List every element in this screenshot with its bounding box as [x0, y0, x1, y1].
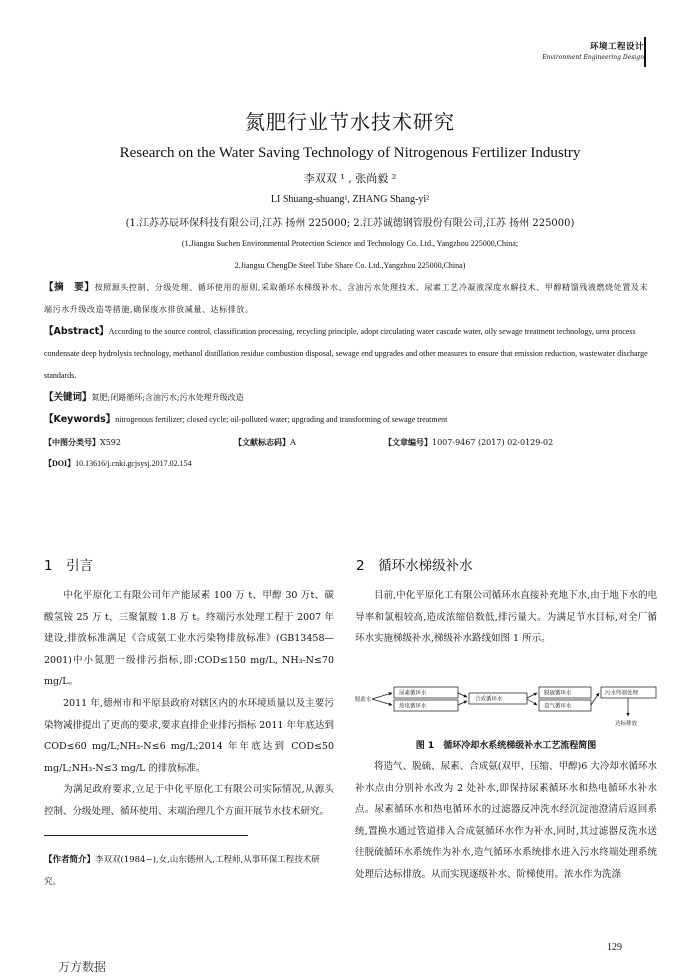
article-number-value: 1007-9467 (2017) 02-0129-02	[432, 438, 554, 447]
section-1-p3-text: 为满足政府要求,立足于中化平原化工有限公司实际情况,从源头控制、分级处理、循环使用、末端治理几个方面开展节水技术研究。	[44, 784, 334, 817]
abstract-cn-label: 【摘 要】	[44, 282, 95, 293]
keywords-cn	[44, 387, 656, 409]
edge-ammonia-desulf	[527, 693, 537, 698]
figure-1-flow-diagram	[355, 683, 657, 733]
clc-value: X592	[100, 438, 121, 447]
article-title-en: Research on the Water Saving Technology of Nitrogenous Fertilizer Industry	[119, 145, 581, 161]
doi	[44, 453, 656, 475]
doc-value: A	[290, 438, 296, 447]
running-header	[542, 40, 644, 61]
section-2-paragraph-1	[355, 585, 657, 650]
abstract-en	[44, 321, 656, 387]
abstract-cn	[44, 277, 656, 321]
keywords-en	[44, 409, 656, 431]
doi-label: 【DOI】	[44, 459, 76, 468]
keywords-en-text: nitrogenous fertilizer; closed cycle; oil-polluted water; upgrading and transforming of sewage treatment	[115, 415, 448, 424]
footnote-rule	[44, 835, 248, 836]
edge-thermal-ammonia	[458, 701, 467, 705]
section-2-heading: 2 循环水梯级补水	[356, 558, 473, 574]
clc-code	[44, 431, 121, 454]
doc-label: 【文献标志码】	[234, 437, 290, 447]
edge-source-thermal	[372, 699, 392, 705]
keywords-en-label: 【Keywords】	[44, 414, 116, 425]
section-1-p2-text: 2011 年,德州市和平原县政府对辖区内的水环境质量以及主要污染物减排提出了更高的要求,要求直排企业排污指标 2011 年年底达到 COD≤60 mg/L;NH₃-N≤6 mg/L;2014 年年底达到 COD≤50 mg/L;NH₃-N≤3 mg/L 的排放标准。	[44, 698, 334, 774]
affiliation-en-1: (1.Jiangsu Suchen Environmental Protection Science and Technology Co. Ltd., Yangzhou 225000,China;	[181, 239, 519, 248]
footnote-label: 【作者简介】	[44, 855, 96, 865]
header-rule	[644, 37, 646, 67]
section-2-p2-text: 将造气、脱硫、尿素、合成氨(双甲、压缩、甲醇)6 大冷却水循环水补水点由分别补水改为 2 处补水,即保持尿素循环水和热电循环水补水点。尿素循环水和热电循环水的过滤器反冲洗水经沉淀池澄清后返回系统,置换水通过管道排入合成氨循环水作为补水,同时,其过滤器反洗水送往脱硫循环水系统作为补水,造气循环水系统排水进入污水终端处理系统处理后达标排放。从而实现逐级补水、阶梯使用。浓水作为洗涤	[355, 761, 657, 880]
abstract-en-text: According to the source control, classification processing, recycling principle, adopt circulating water cascade water, oily sewage treatment technology, urea process condensate deep hydrolysis technology, methanol distillation residue combustion disposal, sewage end upgrades and other measures to ensure that emission reduction, wastewater discharge standards.	[44, 327, 648, 380]
edge-urea-ammonia	[458, 693, 467, 697]
edge-ammonia-gasify	[527, 699, 537, 705]
doi-link[interactable]: 10.13616/j.cnki.gcjsysj.2017.02.154	[75, 459, 192, 468]
node-urea: 尿素循环水	[399, 690, 427, 697]
node-ammonia: 合成循环水	[475, 696, 503, 703]
doc-code	[234, 431, 296, 454]
author-footnote	[44, 849, 334, 893]
footnote-text: 李双双(1984~),女,山东德州人,工程师,从事环保工程技术研究。	[44, 855, 320, 887]
edge-source-urea	[372, 693, 392, 699]
node-discharge: 达标排放	[615, 721, 638, 727]
section-1-paragraph-3	[44, 779, 334, 822]
keywords-cn-text: 氮肥;闭路循环;含油污水;污水处理升级改造	[91, 393, 244, 402]
journal-name-cn: 环境工程设计	[589, 42, 644, 52]
node-desulf: 脱硫循环水	[544, 690, 572, 697]
abstract-en-label: 【Abstract】	[44, 326, 109, 337]
node-source: 脱盐水	[355, 697, 372, 703]
classification-row	[44, 431, 656, 453]
keywords-cn-label: 【关键词】	[44, 392, 92, 403]
section-1-paragraph-1	[44, 585, 334, 693]
article-number-label: 【文章编号】	[384, 437, 432, 447]
clc-label: 【中图分类号】	[44, 437, 100, 447]
figure-1-caption: 图 1 循环冷却水系统梯级补水工艺流程简图	[415, 741, 597, 751]
watermark: 万方数据	[58, 960, 107, 974]
affiliation-cn: (1.江苏苏辰环保科技有限公司,江苏 扬州 225000; 2.江苏诚德钢管股份有限公司,江苏 扬州 225000)	[125, 218, 575, 229]
authors-en: LI Shuang-shuang¹, ZHANG Shang-yi²	[270, 194, 430, 205]
authors-cn: 李双双 ¹ , 张尚毅 ²	[303, 172, 397, 185]
affiliation-en-2: 2.Jiangsu ChengDe Steel Tube Share Co. Ltd.,Yangzhou 225000,China)	[234, 261, 466, 270]
section-1-heading: 1 引言	[44, 558, 94, 574]
edge-gasify-terminal	[591, 693, 599, 705]
node-gasify: 造气循环水	[544, 703, 572, 710]
section-1-paragraph-2	[44, 693, 334, 779]
node-terminal: 污水终端处理	[605, 690, 639, 697]
section-1-p1-text: 中化平原化工有限公司年产能尿素 100 万 t、甲醇 30 万t、碳酸氢铵 25 万 t、三聚氰胺 1.8 万 t。终端污水处理工程于 2007 年建设,排放标准满足《合成氨工业水污染物排放标准》(GB13458—2001)中小氮肥一级排污指标,即:COD≤150 mg/L, NH₃-N≤70 mg/L。	[44, 590, 334, 687]
abstract-cn-text: 按照源头控制、分级处理、循环使用的原则,采取循环水梯级补水、含油污水处理技术、尿素工艺冷凝液深度水解技术、甲醇精馏残液燃烧处置及末端污水升级改造等措施,确保废水排放减量、达标排放。	[44, 283, 649, 314]
node-thermal: 热电循环水	[399, 703, 427, 710]
article-title-cn: 氮肥行业节水技术研究	[245, 110, 455, 134]
journal-name-en: Environment Engineering Design	[542, 54, 644, 61]
section-2-paragraph-2	[355, 756, 657, 885]
section-2-p1-text: 目前,中化平原化工有限公司循环水直接补充地下水,由于地下水的电导率和氯根较高,造成浓缩倍数低,排污量大。为满足节水目标,对全厂循环水实施梯级补水,梯级补水路线如图 1 所示。	[355, 590, 657, 644]
article-number	[384, 431, 553, 454]
page-number: 129	[607, 942, 622, 953]
